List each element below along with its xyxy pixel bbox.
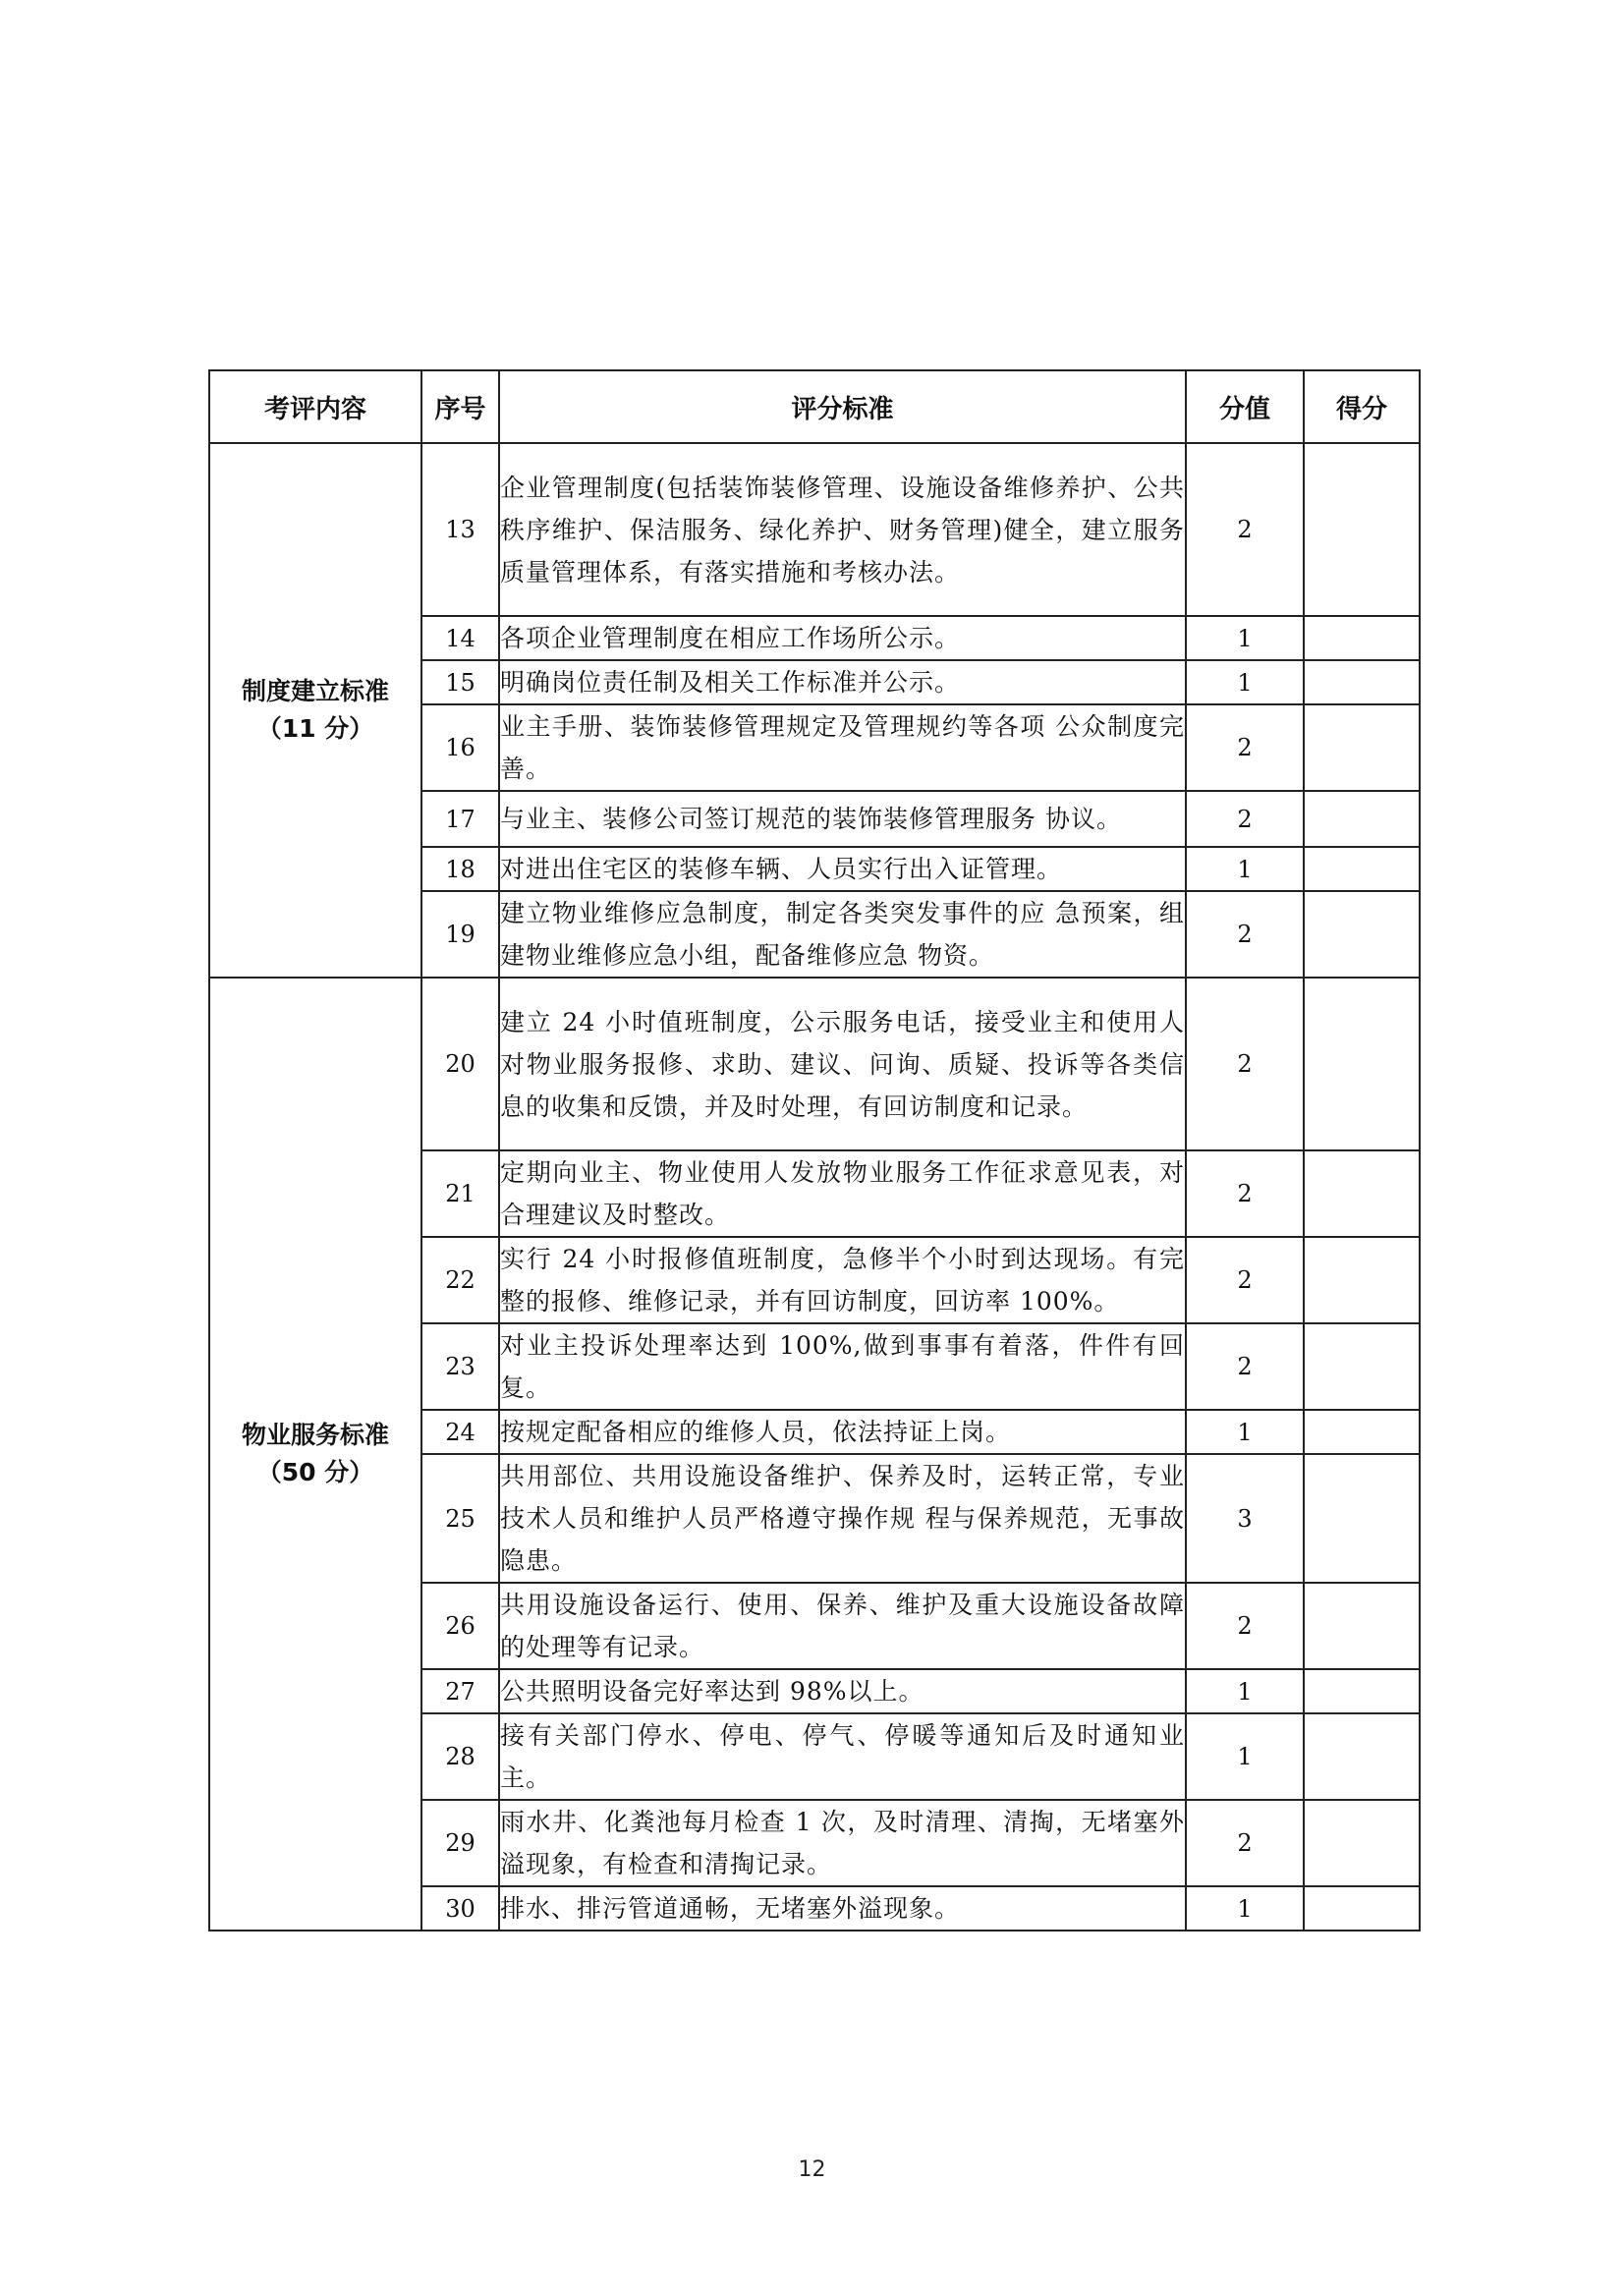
score-cell xyxy=(1304,1800,1420,1886)
scoring-standard: 按规定配备相应的维修人员，依法持证上岗。 xyxy=(499,1410,1186,1454)
header-standard: 评分标准 xyxy=(499,370,1186,443)
row-number: 23 xyxy=(421,1323,499,1410)
points-value: 2 xyxy=(1186,443,1304,616)
scoring-standard: 各项企业管理制度在相应工作场所公示。 xyxy=(499,616,1186,660)
page-number: 12 xyxy=(798,2157,826,2182)
scoring-standard: 企业管理制度(包括装饰装修管理、设施设备维修养护、公共秩序维护、保洁服务、绿化养护、财务管理)健全，建立服务质量管理体系，有落实措施和考核办法。 xyxy=(499,443,1186,616)
score-cell xyxy=(1304,1669,1420,1713)
points-value: 1 xyxy=(1186,660,1304,704)
score-cell xyxy=(1304,978,1420,1150)
scoring-standard: 排水、排污管道通畅，无堵塞外溢现象。 xyxy=(499,1886,1186,1931)
points-value: 3 xyxy=(1186,1454,1304,1583)
scoring-standard: 对业主投诉处理率达到 100%,做到事事有着落，件件有回复。 xyxy=(499,1323,1186,1410)
points-value: 1 xyxy=(1186,616,1304,660)
table-row xyxy=(209,978,1420,1150)
scoring-standard: 明确岗位责任制及相关工作标准并公示。 xyxy=(499,660,1186,704)
points-value: 2 xyxy=(1186,1237,1304,1323)
row-number: 25 xyxy=(421,1454,499,1583)
scoring-standard: 对进出住宅区的装修车辆、人员实行出入证管理。 xyxy=(499,847,1186,891)
score-cell xyxy=(1304,1713,1420,1800)
points-value: 1 xyxy=(1186,847,1304,891)
score-cell xyxy=(1304,1410,1420,1454)
score-cell xyxy=(1304,847,1420,891)
scoring-standard: 与业主、装修公司签订规范的装饰装修管理服务 协议。 xyxy=(499,791,1186,847)
points-value: 2 xyxy=(1186,791,1304,847)
scoring-standard: 定期向业主、物业使用人发放物业服务工作征求意见表，对合理建议及时整改。 xyxy=(499,1150,1186,1237)
score-cell xyxy=(1304,791,1420,847)
category-cell xyxy=(209,443,421,978)
score-cell xyxy=(1304,1886,1420,1931)
scoring-standard: 建立 24 小时值班制度，公示服务电话，接受业主和使用人对物业服务报修、求助、建议、问询、质疑、投诉等各类信息的收集和反馈，并及时处理，有回访制度和记录。 xyxy=(499,978,1186,1150)
points-value: 1 xyxy=(1186,1669,1304,1713)
header-category: 考评内容 xyxy=(209,370,421,443)
row-number: 27 xyxy=(421,1669,499,1713)
scoring-standard: 雨水井、化粪池每月检查 1 次，及时清理、清掏，无堵塞外溢现象，有检查和清掏记录。 xyxy=(499,1800,1186,1886)
scoring-standard: 接有关部门停水、停电、停气、停暖等通知后及时通知业主。 xyxy=(499,1713,1186,1800)
category-name: 物业服务标准 xyxy=(241,1421,389,1449)
score-cell xyxy=(1304,1237,1420,1323)
points-value: 2 xyxy=(1186,704,1304,791)
category-points: （50 分） xyxy=(256,1458,374,1486)
score-cell xyxy=(1304,616,1420,660)
table-row xyxy=(209,443,1420,616)
points-value: 2 xyxy=(1186,1323,1304,1410)
points-value: 2 xyxy=(1186,978,1304,1150)
category-points: （11 分） xyxy=(256,714,374,743)
header-score: 得分 xyxy=(1304,370,1420,443)
scoring-standard: 公共照明设备完好率达到 98%以上。 xyxy=(499,1669,1186,1713)
scoring-table xyxy=(208,369,1421,1931)
row-number: 17 xyxy=(421,791,499,847)
scoring-standard: 共用设施设备运行、使用、保养、维护及重大设施设备故障的处理等有记录。 xyxy=(499,1583,1186,1669)
category-cell xyxy=(209,978,421,1931)
points-value: 1 xyxy=(1186,1410,1304,1454)
score-cell xyxy=(1304,1150,1420,1237)
category-name: 制度建立标准 xyxy=(241,677,389,705)
row-number: 29 xyxy=(421,1800,499,1886)
row-number: 26 xyxy=(421,1583,499,1669)
row-number: 28 xyxy=(421,1713,499,1800)
row-number: 18 xyxy=(421,847,499,891)
score-cell xyxy=(1304,1583,1420,1669)
points-value: 1 xyxy=(1186,1713,1304,1800)
row-number: 15 xyxy=(421,660,499,704)
row-number: 24 xyxy=(421,1410,499,1454)
points-value: 2 xyxy=(1186,1583,1304,1669)
score-cell xyxy=(1304,1454,1420,1583)
scoring-standard: 业主手册、装饰装修管理规定及管理规约等各项 公众制度完善。 xyxy=(499,704,1186,791)
scoring-standard: 实行 24 小时报修值班制度，急修半个小时到达现场。有完整的报修、维修记录，并有回访制度，回访率 100%。 xyxy=(499,1237,1186,1323)
score-cell xyxy=(1304,891,1420,978)
points-value: 2 xyxy=(1186,1150,1304,1237)
score-cell xyxy=(1304,1323,1420,1410)
row-number: 14 xyxy=(421,616,499,660)
score-cell xyxy=(1304,704,1420,791)
row-number: 19 xyxy=(421,891,499,978)
points-value: 1 xyxy=(1186,1886,1304,1931)
row-number: 21 xyxy=(421,1150,499,1237)
points-value: 2 xyxy=(1186,1800,1304,1886)
header-row xyxy=(209,370,1420,443)
score-cell xyxy=(1304,660,1420,704)
header-points: 分值 xyxy=(1186,370,1304,443)
header-number: 序号 xyxy=(421,370,499,443)
row-number: 30 xyxy=(421,1886,499,1931)
row-number: 16 xyxy=(421,704,499,791)
table-body xyxy=(209,443,1420,1931)
scoring-standard: 共用部位、共用设施设备维护、保养及时，运转正常，专业技术人员和维护人员严格遵守操作规 程与保养规范，无事故隐患。 xyxy=(499,1454,1186,1583)
row-number: 13 xyxy=(421,443,499,616)
score-cell xyxy=(1304,443,1420,616)
row-number: 22 xyxy=(421,1237,499,1323)
scoring-standard: 建立物业维修应急制度，制定各类突发事件的应 急预案，组建物业维修应急小组，配备维修应急 物资。 xyxy=(499,891,1186,978)
row-number: 20 xyxy=(421,978,499,1150)
points-value: 2 xyxy=(1186,891,1304,978)
